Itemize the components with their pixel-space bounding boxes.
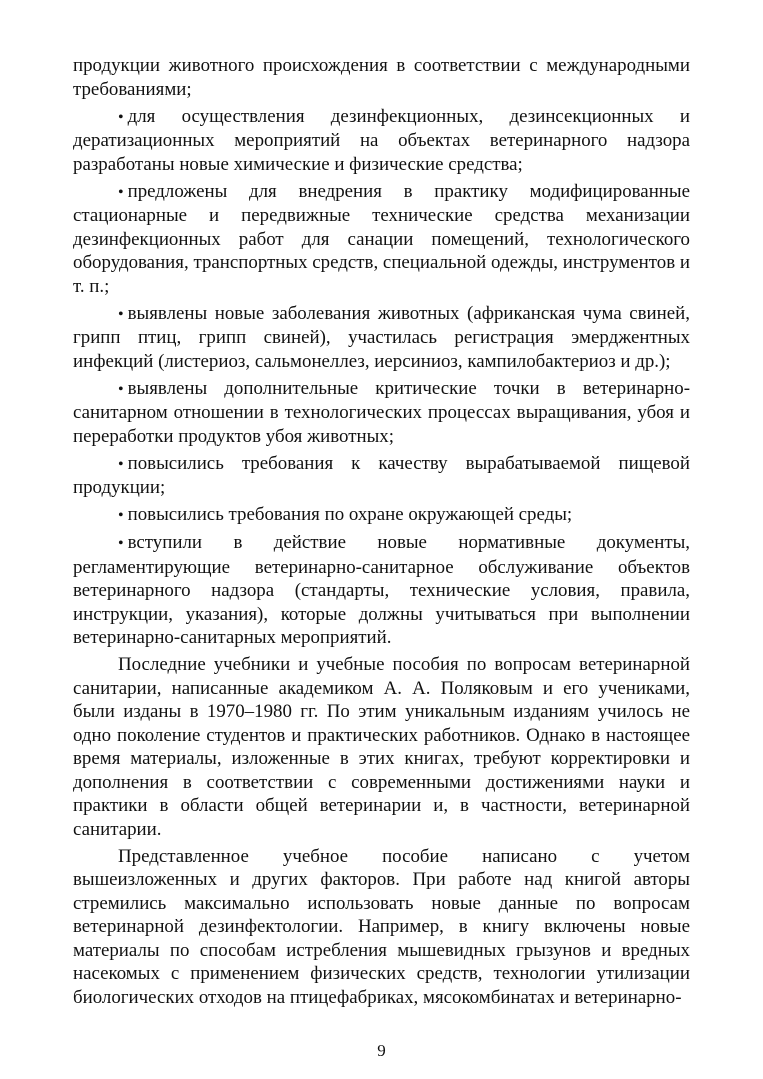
bullet-item <box>73 531 690 650</box>
body-paragraph <box>73 653 690 841</box>
bullet-text: выявлены новые заболевания животных (африканская чума свиней, грипп птиц, грипп свиней), участилась регистрация эмерджентных инфекций (листериоз, сальмонеллез, иерсиниоз, кампилобактериоз и др.); <box>73 302 690 372</box>
bullet-icon: • <box>118 535 124 552</box>
bullet-text: повысились требования по охране окружающей среды; <box>127 504 573 525</box>
bullet-item <box>73 452 690 500</box>
paragraph-text: Представленное учебное пособие написано с учетом вышеизложенных и других факторов. При работе над книгой авторы стремились максимально использовать новые данные по вопросам ветеринарной дезинфектологии. Например, в книгу включены новые материалы по способам истребления мышевидных грызунов и вредных насекомых с применением физических средств, технологии утилизации биологических отходов на птицефабриках, мясокомбинатах и ветеринарно- <box>73 845 690 1008</box>
bullet-icon: • <box>118 305 124 323</box>
page-body <box>73 54 690 1009</box>
paragraph-text: Последние учебники и учебные пособия по вопросам ветеринарной санитарии, написанные академиком А. А. Поляковым и его учениками, были изданы в 1970–1980 гг. По этим уникальным изданиям училось не одно поколение студентов и практических работников. Однако в настоящее время материалы, изложенные в этих книгах, требуют корректировки и дополнения в соответствии с современными достижениями науки и практики в области общей ветеринарии и, в частности, ветеринарной санитарии. <box>73 654 690 840</box>
bullet-icon: • <box>118 108 124 126</box>
bullet-icon: • <box>118 455 124 473</box>
bullet-text: вступили в действие новые нормативные документы, регламентирующие ветеринарно-санитарное обслуживание объектов ветеринарного надзора (стандарты, технические условия, правила, инструкции, указания), которые должны учитываться при выполнении ветеринарно-санитарных мероприятий. <box>73 532 690 648</box>
bullet-item <box>73 105 690 177</box>
body-paragraph <box>73 845 690 1010</box>
bullet-item <box>73 503 690 528</box>
paragraph-text: продукции животного происхождения в соответствии с международными требованиями; <box>73 55 690 100</box>
bullet-item <box>73 377 690 449</box>
bullet-icon: • <box>118 183 124 201</box>
bullet-icon: • <box>118 507 124 524</box>
page-number: 9 <box>377 1041 386 1060</box>
bullet-icon: • <box>118 380 124 398</box>
bullet-item <box>73 302 690 374</box>
bullet-text: предложены для внедрения в практику модифицированные стационарные и передвижные технические средства механизации дезинфекционных работ для санации помещений, технологического оборудования, транспортных средств, специальной одежды, инструментов и т. п.; <box>73 180 690 297</box>
paragraph-continuation <box>73 54 690 101</box>
bullet-item <box>73 180 690 299</box>
bullet-text: выявлены дополнительные критические точки в ветеринарно-санитарном отношении в технологических процессах выращивания, убоя и переработки продуктов убоя животных; <box>73 377 690 447</box>
bullet-text: для осуществления дезинфекционных, дезинсекционных и дератизационных мероприятий на объектах ветеринарного надзора разработаны новые химические и физические средства; <box>73 105 690 175</box>
bullet-text: повысились требования к качеству вырабатываемой пищевой продукции; <box>73 452 690 498</box>
